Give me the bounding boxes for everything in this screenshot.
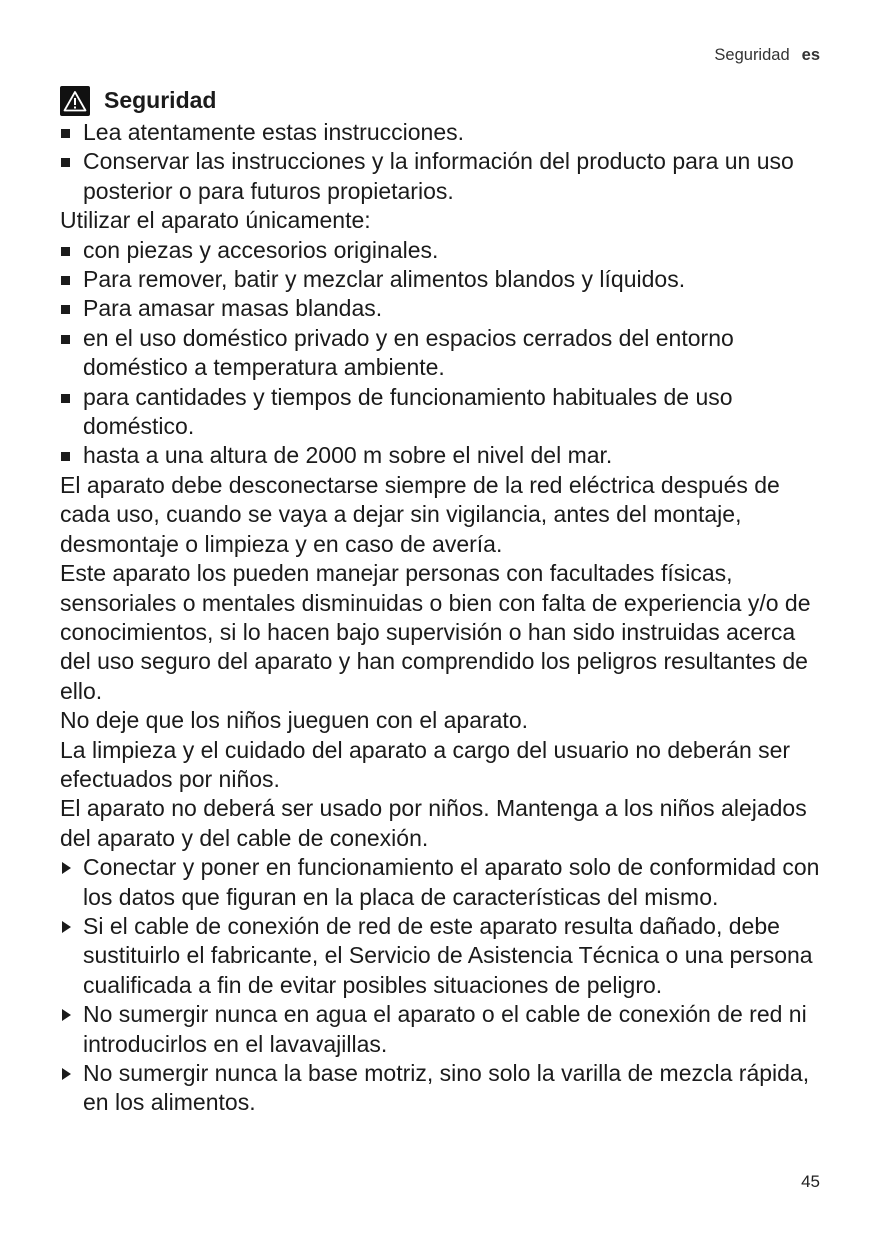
action-steps-list — [60, 853, 830, 1118]
usage-conditions-list — [60, 236, 830, 471]
section-heading — [60, 86, 830, 116]
general-instructions-list — [60, 118, 830, 206]
action-item: Conectar y poner en funcionamiento el aparato solo de conformidad con los datos que figuran en la placa de características del mismo. — [60, 853, 830, 912]
action-item: No sumergir nunca en agua el aparato o el cable de conexión de red ni introducirlos en el lavavajillas. — [60, 1000, 830, 1059]
list-item: con piezas y accesorios originales. — [60, 236, 830, 265]
action-item: Si el cable de conexión de red de este aparato resulta dañado, debe sustituirlo el fabricante, el Servicio de Asistencia Técnica o una persona cualificada a fin de evitar posibles situaciones de peligro. — [60, 912, 830, 1000]
header-language: es — [801, 46, 820, 64]
paragraph: No deje que los niños jueguen con el aparato. — [60, 707, 529, 734]
section-title: Seguridad — [104, 87, 217, 114]
list-item: Lea atentamente estas instrucciones. — [60, 118, 830, 147]
list-item: Para remover, batir y mezclar alimentos blandos y líquidos. — [60, 265, 830, 294]
warning-triangle-icon — [60, 86, 90, 116]
list-item: en el uso doméstico privado y en espacios cerrados del entorno doméstico a temperatura ambiente. — [60, 324, 830, 383]
list-item: Conservar las instrucciones y la información del producto para un uso posterior o para futuros propietarios. — [60, 147, 830, 206]
page-number: 45 — [801, 1172, 820, 1191]
safety-section — [60, 86, 830, 1118]
running-header — [714, 46, 820, 65]
list-item: hasta a una altura de 2000 m sobre el nivel del mar. — [60, 441, 830, 470]
paragraph: El aparato debe desconectarse siempre de la red eléctrica después de cada uso, cuando se vaya a dejar sin vigilancia, antes del montaje, desmontaje o limpieza y en caso de avería. — [60, 471, 780, 557]
paragraph: El aparato no deberá ser usado por niños. Mantenga a los niños alejados del aparato y del cable de conexión. — [60, 795, 807, 851]
paragraph: Este aparato los pueden manejar personas con facultades físicas, sensoriales o mentales disminuidas o bien con falta de experiencia y/o de conocimientos, si lo hacen bajo supervisión o han sido instruidas acerca del uso seguro del aparato y han comprendido los peligros resultantes de ello. — [60, 560, 811, 704]
list-item: para cantidades y tiempos de funcionamiento habituales de uso doméstico. — [60, 383, 830, 442]
paragraph: La limpieza y el cuidado del aparato a cargo del usuario no deberán ser efectuados por niños. — [60, 736, 791, 792]
list-item: Para amasar masas blandas. — [60, 294, 830, 323]
usage-intro: Utilizar el aparato únicamente: — [60, 207, 371, 234]
action-item: No sumergir nunca la base motriz, sino solo la varilla de mezcla rápida, en los alimentos. — [60, 1059, 830, 1118]
header-section: Seguridad — [714, 46, 790, 64]
